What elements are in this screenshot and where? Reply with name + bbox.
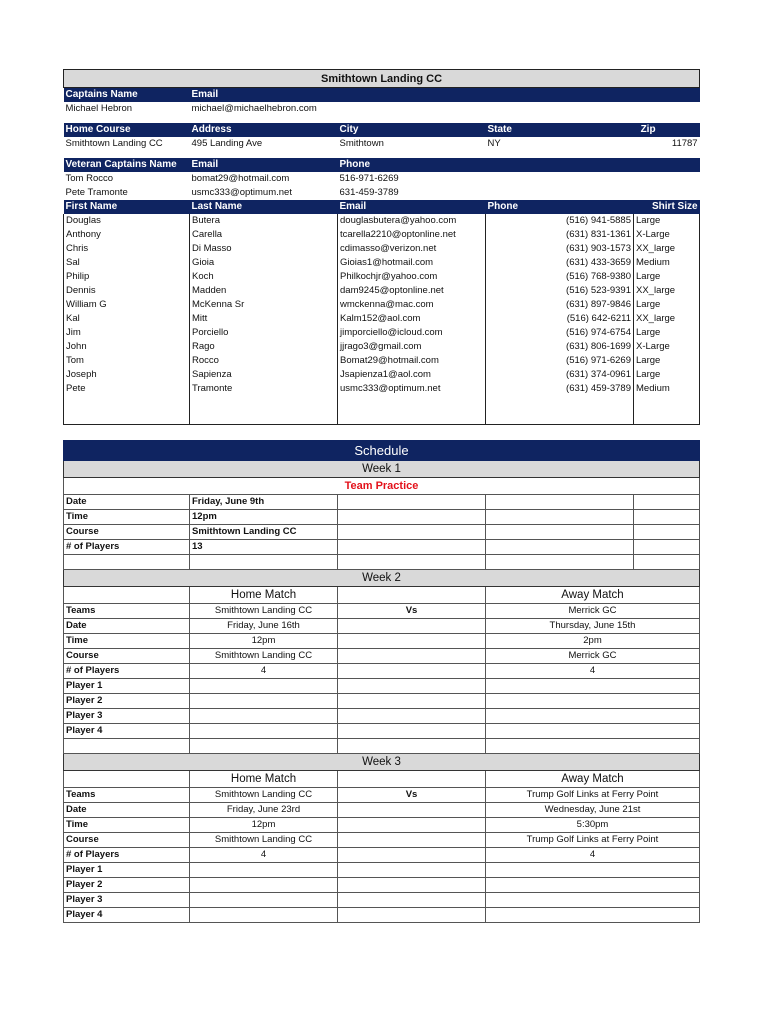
row-label: Date [64,619,190,634]
away-value: Merrick GC [486,649,700,664]
email: usmc333@optimum.net [338,382,486,396]
week-3-body [64,788,700,923]
row-label: Teams [64,788,190,803]
blank-cell [634,495,700,510]
home-value [190,893,338,908]
home-value [190,694,338,709]
first-name: Anthony [64,228,190,242]
shirt-size: X-Large [634,340,700,354]
away-value [486,724,700,739]
veteran-email-header: Email [190,158,338,172]
captain-email: michael@michaelhebron.com [191,103,317,114]
home-value: 4 [190,664,338,679]
table-row [64,214,700,228]
phone: (631) 831-1361 [566,229,631,240]
first-name: Tom [64,354,190,368]
row-value: 13 [190,540,338,555]
home-value: 12pm [190,634,338,649]
veteran-name: Tom Rocco [65,173,114,184]
week-2-home-match: Home Match [190,587,338,604]
schedule-title: Schedule [64,441,700,461]
veteran-name: Pete Tramonte [65,187,128,198]
blank-cell [338,848,486,863]
schedule-row [64,833,700,848]
email: jjrago3@gmail.com [338,340,486,354]
table-row [64,354,700,368]
blank-cell [486,525,634,540]
schedule-row [64,893,700,908]
row-label: Time [64,634,190,649]
row-label: Date [64,803,190,818]
schedule-row [64,540,700,555]
first-name: Douglas [64,214,190,228]
week-3-home-match: Home Match [190,771,338,788]
schedule-row [64,619,700,634]
away-value [486,893,700,908]
home-value: Smithtown Landing CC [190,788,338,803]
row-label: Time [64,818,190,833]
zip: 11787 [671,138,698,149]
first-name: Kal [64,312,190,326]
zip-header: Zip [562,123,700,137]
away-value: 4 [486,664,700,679]
schedule-row [64,848,700,863]
shirt-size: Large [634,368,700,382]
team-practice-label: Team Practice [64,478,700,495]
email: Philkochjr@yahoo.com [338,270,486,284]
week-1-body [64,495,700,555]
schedule-row [64,525,700,540]
blank-cell [486,495,634,510]
last-name: Gioia [190,256,338,270]
email: douglasbutera@yahoo.com [338,214,486,228]
away-value [486,709,700,724]
home-value [190,863,338,878]
away-value: Trump Golf Links at Ferry Point [486,833,700,848]
home-course: Smithtown Landing CC [65,138,163,149]
email: Bomat29@hotmail.com [338,354,486,368]
schedule-table [63,440,700,923]
row-label: Player 4 [64,908,190,923]
veteran-phone: 516-971-6269 [339,173,399,184]
week-2-away-match: Away Match [486,587,700,604]
blank-cell [338,495,486,510]
vs-label: Vs [338,788,486,803]
blank-cell [338,803,486,818]
row-label: Player 3 [64,893,190,908]
table-row [64,382,700,396]
blank-cell [338,818,486,833]
row-label: # of Players [64,848,190,863]
blank-cell [338,694,486,709]
first-name-header: First Name [64,200,190,214]
shirt-size: Large [634,326,700,340]
address: 495 Landing Ave [191,138,263,149]
last-name: Sapienza [190,368,338,382]
roster-body [64,214,700,425]
phone: (631) 459-3789 [566,383,631,394]
row-label: Player 1 [64,863,190,878]
home-value [190,878,338,893]
week-3-label: Week 3 [64,754,700,771]
away-value: Merrick GC [486,604,700,619]
empty-row [64,396,700,410]
phone-header: Phone [486,200,562,214]
schedule-row [64,634,700,649]
schedule-row [64,510,700,525]
last-name: Carella [190,228,338,242]
blank-cell [634,525,700,540]
first-name: Sal [64,256,190,270]
row-value: Smithtown Landing CC [190,525,338,540]
phone: (631) 374-0961 [566,369,631,380]
week-2-label: Week 2 [64,570,700,587]
schedule-row [64,495,700,510]
phone-spacer [486,368,562,382]
blank-cell [338,619,486,634]
veteran-phone-header: Phone [338,158,700,172]
last-name: Butera [190,214,338,228]
away-value: 4 [486,848,700,863]
last-name: Madden [190,284,338,298]
shirt-size: Large [634,214,700,228]
row-label: Player 4 [64,724,190,739]
blank-cell [338,634,486,649]
home-value: Friday, June 23rd [190,803,338,818]
email: wmckenna@mac.com [338,298,486,312]
away-value: 5:30pm [486,818,700,833]
home-value: 4 [190,848,338,863]
email: tcarella2210@optonline.net [338,228,486,242]
first-name: Joseph [64,368,190,382]
table-row [64,270,700,284]
first-name: Dennis [64,284,190,298]
row-value: 12pm [190,510,338,525]
blank-cell [338,664,486,679]
home-value: Smithtown Landing CC [190,833,338,848]
row-label: Player 3 [64,709,190,724]
shirt-size: Large [634,270,700,284]
first-name: Philip [64,270,190,284]
schedule-row [64,694,700,709]
row-label: Time [64,510,190,525]
phone: (516) 974-6754 [566,327,631,338]
schedule-row [64,878,700,893]
phone-spacer [486,340,562,354]
schedule-row [64,788,700,803]
schedule-row [64,679,700,694]
blank-cell [338,878,486,893]
shirt-size: Large [634,298,700,312]
email: jimporciello@icloud.com [338,326,486,340]
table-row [64,326,700,340]
email: cdimasso@verizon.net [338,242,486,256]
row-value: Friday, June 9th [190,495,338,510]
shirt-size: XX_large [634,312,700,326]
veteran-email: usmc333@optimum.net [191,187,292,198]
state: NY [487,138,501,149]
row-label: Date [64,495,190,510]
row-label: # of Players [64,540,190,555]
last-name: Tramonte [190,382,338,396]
blank-cell [338,893,486,908]
blank-cell [338,510,486,525]
away-value [486,863,700,878]
email: dam9245@optonline.net [338,284,486,298]
table-row [64,242,700,256]
shirt-size: Large [634,354,700,368]
shirt-size: Medium [634,256,700,270]
blank-cell [338,525,486,540]
phone: (631) 903-1573 [566,243,631,254]
last-name: Rago [190,340,338,354]
home-value: Friday, June 16th [190,619,338,634]
phone-spacer [486,326,562,340]
phone: (516) 642-6211 [566,313,631,324]
schedule-row [64,803,700,818]
first-name: Chris [64,242,190,256]
row-label: # of Players [64,664,190,679]
roster-sheet [63,69,699,923]
away-value [486,878,700,893]
last-name: Mitt [190,312,338,326]
schedule-row [64,863,700,878]
phone-spacer [486,382,562,396]
phone-spacer [486,270,562,284]
phone: (516) 971-6269 [566,355,631,366]
table-row [64,284,700,298]
state-header: State [486,123,562,137]
address-header: Address [190,123,338,137]
phone: (631) 897-9846 [566,299,631,310]
blank-cell [338,833,486,848]
row-label: Teams [64,604,190,619]
schedule-row [64,649,700,664]
phone: (631) 433-3659 [566,257,631,268]
captain-name: Michael Hebron [65,103,133,114]
schedule-row [64,724,700,739]
schedule-row [64,709,700,724]
row-label: Course [64,525,190,540]
phone-spacer [486,214,562,228]
city: Smithtown [339,138,384,149]
phone: (516) 523-9391 [566,285,631,296]
vs-label: Vs [338,604,486,619]
captains-name-header: Captains Name [64,88,190,103]
blank-cell [338,709,486,724]
email: Jsapienza1@aol.com [338,368,486,382]
last-name: Di Masso [190,242,338,256]
blank-cell [634,540,700,555]
last-name: Porciello [190,326,338,340]
blank-cell [486,510,634,525]
away-value: Trump Golf Links at Ferry Point [486,788,700,803]
shirt-size: XX_large [634,242,700,256]
roster-table [63,69,700,425]
blank-cell [338,863,486,878]
blank-cell [634,510,700,525]
schedule-row [64,818,700,833]
phone: (516) 941-5885 [566,215,631,226]
first-name: Jim [64,326,190,340]
veteran-email: bomat29@hotmail.com [191,173,290,184]
away-value [486,908,700,923]
home-value [190,679,338,694]
row-label: Player 2 [64,878,190,893]
away-value: 2pm [486,634,700,649]
away-value [486,679,700,694]
veteran-phone: 631-459-3789 [339,187,399,198]
email: Gioias1@hotmail.com [338,256,486,270]
phone-spacer [486,228,562,242]
row-label: Player 1 [64,679,190,694]
phone-spacer [486,354,562,368]
phone-spacer [486,312,562,326]
last-name: Koch [190,270,338,284]
blank-cell [338,724,486,739]
last-name: McKenna Sr [190,298,338,312]
email-header: Email [338,200,486,214]
table-row [64,368,700,382]
phone-spacer [486,284,562,298]
shirt-size: Medium [634,382,700,396]
last-name-header: Last Name [190,200,338,214]
captains-email-header: Email [190,88,700,103]
table-row [64,312,700,326]
away-value: Wednesday, June 21st [486,803,700,818]
blank-cell [338,649,486,664]
blank-cell [338,540,486,555]
phone-spacer [486,298,562,312]
home-value [190,908,338,923]
home-value: 12pm [190,818,338,833]
home-value [190,709,338,724]
last-name: Rocco [190,354,338,368]
blank-cell [338,679,486,694]
email: Kalm152@aol.com [338,312,486,326]
home-course-header: Home Course [64,123,190,137]
phone: (516) 768-9380 [566,271,631,282]
row-label: Course [64,649,190,664]
home-value: Smithtown Landing CC [190,649,338,664]
week-1-label: Week 1 [64,461,700,478]
first-name: John [64,340,190,354]
shirt-size-header: Shirt Size [634,200,700,214]
phone: (631) 806-1699 [566,341,631,352]
table-row [64,340,700,354]
shirt-size: X-Large [634,228,700,242]
blank-cell [338,908,486,923]
veteran-name-header: Veteran Captains Name [64,158,190,172]
week-2-body [64,604,700,739]
schedule-row [64,664,700,679]
club-title: Smithtown Landing CC [64,70,700,88]
schedule-row [64,908,700,923]
week-3-away-match: Away Match [486,771,700,788]
schedule-row [64,604,700,619]
away-value: Thursday, June 15th [486,619,700,634]
city-header: City [338,123,486,137]
empty-row [64,410,700,425]
table-row [64,256,700,270]
row-label: Course [64,833,190,848]
table-row [64,298,700,312]
table-row [64,228,700,242]
first-name: William G [64,298,190,312]
home-value [190,724,338,739]
phone-spacer [486,256,562,270]
blank-cell [486,540,634,555]
phone-spacer [486,242,562,256]
away-value [486,694,700,709]
row-label: Player 2 [64,694,190,709]
home-value: Smithtown Landing CC [190,604,338,619]
shirt-size: XX_large [634,284,700,298]
first-name: Pete [64,382,190,396]
